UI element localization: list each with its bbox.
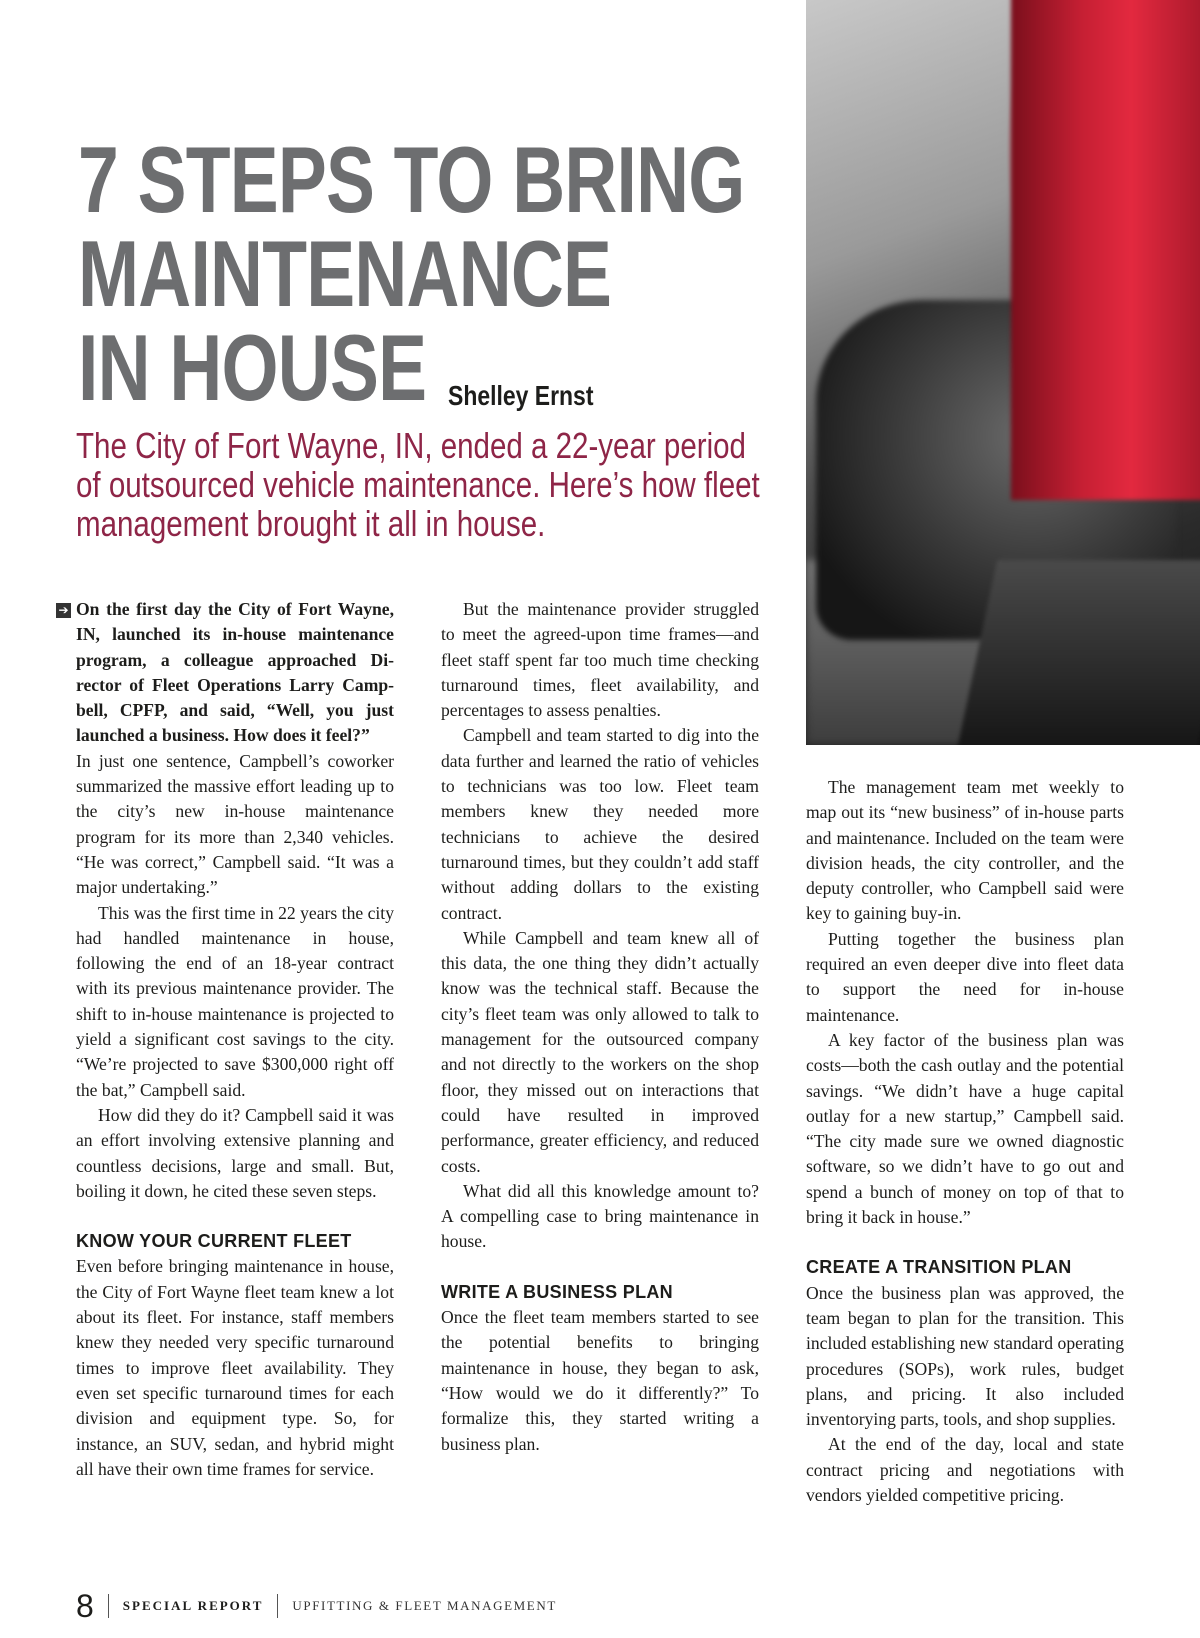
body-column-1: [58, 597, 394, 1482]
page-footer: [76, 1586, 557, 1626]
body-paragraph: How did they do it? Campbell said it was an effort involving extensive planning and countless decisions, large and small. But, boiling it down, he cited these seven steps.: [76, 1104, 394, 1201]
body-paragraph: Even before bringing maintenance in house, the City of Fort Wayne fleet team knew a lot about its fleet. For instance, staff members knew they needed very specific turnaround times to improve fleet availability. They even set specific turnaround times for each division and equipment type. So, for instance, an SUV, sedan, and hybrid might all have their own time frames for service.: [76, 1256, 394, 1479]
body-paragraph: Once the fleet team members started to see the potential benefits to bringing maintenance in house, they began to ask, “How would we do it differently?” To formalize this, they started writing a business plan.: [441, 1307, 759, 1454]
author-byline: Shelley Ernst: [448, 380, 594, 411]
photo-red-panel: [1011, 0, 1200, 500]
hero-photo: [806, 0, 1200, 745]
deck-line: of outsourced vehicle maintenance. Here’s how fleet: [76, 464, 760, 505]
body-paragraph: A key factor of the business plan was costs—both the cash outlay and the potential savings. “We didn’t have a huge capital outlay for a new startup,” Campbell said. “The city made sure we owned diagnostic software, so we didn’t have to go out and spend a bunch of money on top of that to bring it back in house.”: [806, 1029, 1124, 1228]
footer-divider: [108, 1594, 109, 1618]
body-column-3: [806, 775, 1124, 1508]
body-paragraph: While Campbell and team knew all of this data, the one thing they didn’t actually know was the technical staff. Because the city’s fleet team was only allowed to talk to management for the outsourced company and not directly to the workers on the shop floor, they missed out on interactions that could have resulted in improved performance, greater efficiency, and reduced costs.: [441, 927, 759, 1176]
deck-line: The City of Fort Wayne, IN, ended a 22-year period: [76, 425, 746, 466]
body-paragraph: Once the business plan was approved, the team began to plan for the transition. This included establishing new standard operating procedures (SOPs), work rules, budget plans, and pricing. It also included inventorying parts, tools, and shop supplies.: [806, 1282, 1124, 1430]
lead-paragraph: [58, 597, 394, 749]
body-paragraph: Putting together the business plan required an even deeper dive into fleet data to support the need for in-house maintenance.: [806, 928, 1124, 1025]
footer-publication: UPFITTING & FLEET MANAGEMENT: [292, 1598, 557, 1613]
title-line: IN HOUSE: [78, 315, 427, 420]
photo-bumper: [955, 560, 1200, 745]
page-number: 8: [76, 1587, 94, 1624]
lead-text: On the first day the City of Fort Wayne, IN, launched its in-house maintenance program, a colleague approached Director of Fleet Operations Larry Campbell, CPFP, and said, “Well, you just launched a business. How does it feel?”: [76, 599, 394, 746]
section-heading: WRITE A BUSINESS PLAN: [441, 1281, 673, 1302]
body-paragraph: What did all this knowledge amount to? A compelling case to bring maintenance in house.: [441, 1180, 759, 1252]
body-paragraph: In just one sentence, Campbell’s coworker summarized the massive effort leading up to the city’s new in-house maintenance program for its more than 2,340 vehicles. “He was correct,” Campbell said. “It was a major undertaking.”: [76, 750, 394, 898]
title-line: MAINTENANCE: [78, 221, 612, 326]
article-deck: [76, 426, 798, 543]
section-heading: CREATE A TRANSITION PLAN: [806, 1257, 1072, 1278]
body-paragraph: Campbell and team started to dig into the data further and learned the ratio of vehicles to technicians was too low. Fleet team members knew they needed more technicians to achieve the desired turnaround times, but they couldn’t add staff without adding dollars to the existing contract.: [441, 725, 759, 923]
body-paragraph: At the end of the day, local and state contract pricing and negotiations with vendors yielded competitive pricing.: [806, 1434, 1124, 1506]
title-line: 7 STEPS TO BRING: [78, 127, 745, 232]
footer-divider: [277, 1594, 278, 1618]
article-title: [78, 127, 745, 420]
body-paragraph: But the maintenance provider struggled to meet the agreed-upon time frames—and fleet staff spent far too much time checking turnaround times, fleet availability, and percentages to assess penalties.: [441, 599, 759, 721]
arrow-right-icon: ➔: [56, 603, 71, 618]
deck-line: management brought it all in house.: [76, 503, 546, 544]
body-column-2: [441, 597, 759, 1457]
footer-section: SPECIAL REPORT: [122, 1598, 264, 1613]
body-paragraph: This was the first time in 22 years the city had handled maintenance in house, following the end of an 18-year contract with its previous maintenance provider. The shift to in-house maintenance is projected to yield a significant cost savings to the city. “We’re projected to save $300,000 right off the bat,” Campbell said.: [76, 902, 394, 1100]
body-paragraph: The management team met weekly to map out its “new business” of in-house parts and maintenance. Included on the team were division heads, the city controller, and the deputy controller, who Campbell said were key to gaining buy-in.: [806, 777, 1124, 924]
section-heading: KNOW YOUR CURRENT FLEET: [76, 1231, 352, 1252]
